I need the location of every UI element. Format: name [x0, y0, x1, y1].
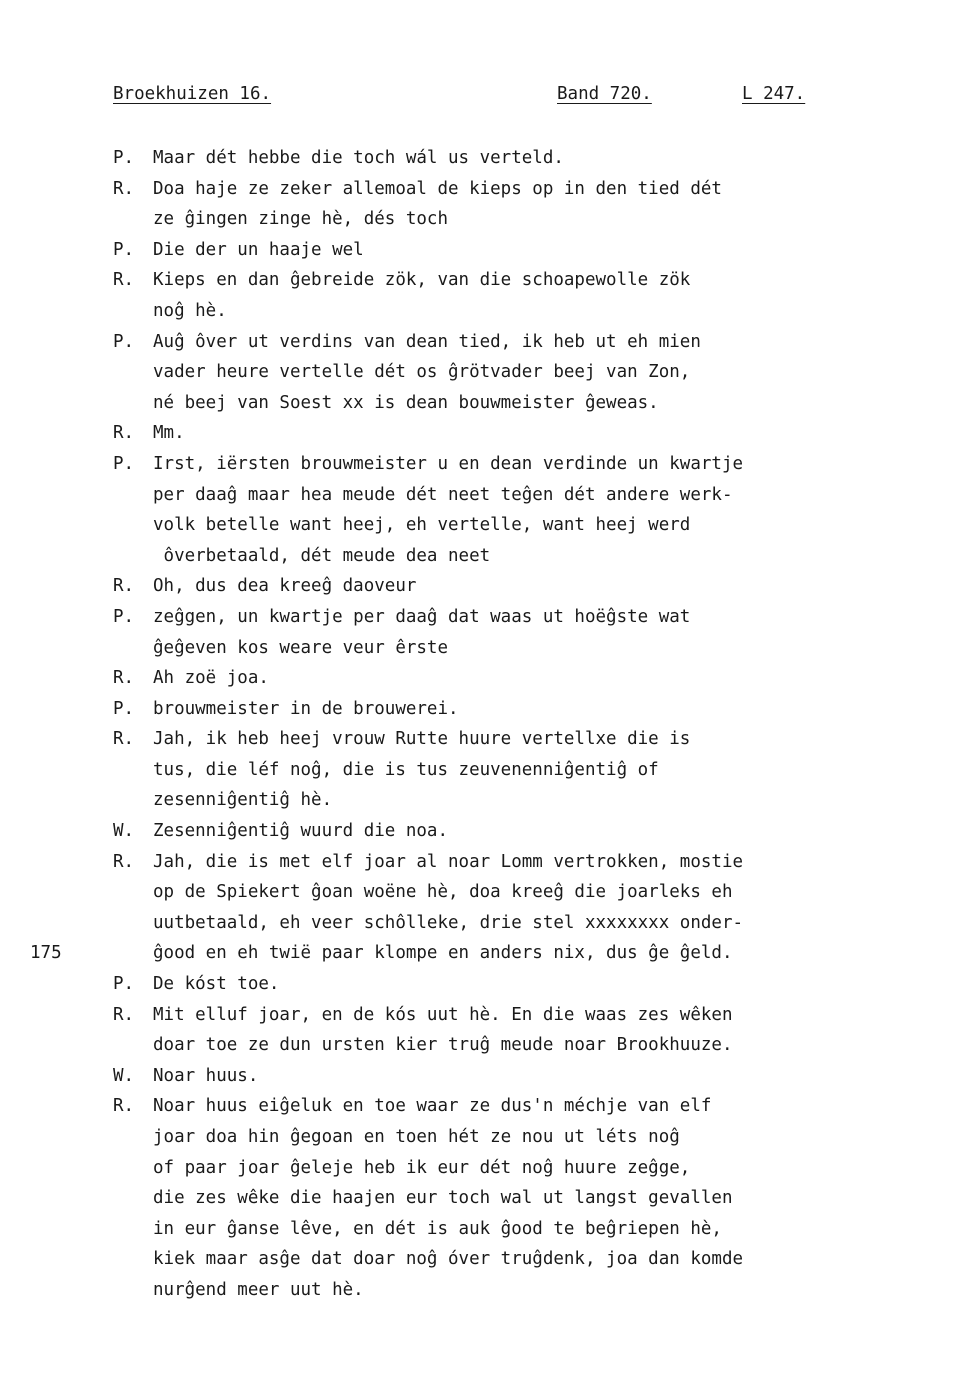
- page-header: [113, 84, 820, 110]
- dialogue-line: [113, 1275, 853, 1306]
- speaker-label: R.: [113, 576, 135, 597]
- dialogue-entry: [113, 694, 853, 725]
- dialogue-entry: [113, 1061, 853, 1092]
- dialogue-line: [113, 1183, 853, 1214]
- dialogue-line: [113, 143, 853, 174]
- dialogue-line: [113, 265, 853, 296]
- line-text: noĝ hè.: [153, 300, 227, 321]
- line-text: zeĝgen, un kwartje per daaĝ dat waas ut hoëĝste wat: [153, 606, 691, 627]
- dialogue-line: [113, 1091, 853, 1122]
- dialogue-entry: [113, 602, 853, 663]
- line-text: Oh, dus dea kreeĝ daoveur: [153, 576, 417, 597]
- dialogue-line: [113, 235, 853, 266]
- line-text: volk betelle want heej, eh vertelle, want heej werd: [153, 515, 691, 536]
- dialogue-line: [113, 633, 853, 664]
- line-text: ôverbetaald, dét meude dea neet: [153, 545, 491, 566]
- line-text: kiek maar asĝe dat doar noĝ óver truĝdenk, joa dan komde: [153, 1249, 744, 1270]
- line-text: per daaĝ maar hea meude dét neet teĝen dét andere werk-: [153, 484, 733, 505]
- speaker-label: P.: [113, 974, 135, 995]
- line-text: die zes wêke die haajen eur toch wal ut langst gevallen: [153, 1188, 733, 1209]
- line-text: Noar huus eiĝeluk en toe waar ze dus'n méchje van elf: [153, 1096, 712, 1117]
- dialogue-line: [113, 388, 853, 419]
- speaker-label: R.: [113, 1096, 135, 1117]
- dialogue-line: [113, 1122, 853, 1153]
- dialogue-line: [113, 204, 853, 235]
- line-text: brouwmeister in de brouwerei.: [153, 698, 459, 719]
- dialogue-line: [113, 969, 853, 1000]
- dialogue-line: [113, 418, 853, 449]
- line-text: Jah, ik heb heej vrouw Rutte huure vertellxe die is: [153, 729, 691, 750]
- dialogue-entry: [113, 327, 853, 419]
- dialogue-line: [113, 755, 853, 786]
- dialogue-line: [113, 847, 853, 878]
- dialogue-line: [113, 174, 853, 205]
- dialogue-line: [113, 1000, 853, 1031]
- line-text: ĝeĝeven kos weare veur êrste: [153, 637, 449, 658]
- speaker-label: R.: [113, 423, 135, 444]
- dialogue-line: [113, 816, 853, 847]
- margin-counter: 175: [30, 943, 62, 963]
- dialogue-line: [113, 602, 853, 633]
- speaker-label: P.: [113, 698, 135, 719]
- dialogue-line: [113, 449, 853, 480]
- dialogue-line: [113, 663, 853, 694]
- dialogue-entry: [113, 174, 853, 235]
- speaker-label: R.: [113, 729, 135, 750]
- speaker-label: W.: [113, 1065, 135, 1086]
- line-text: De kóst toe.: [153, 974, 280, 995]
- dialogue-line: [113, 327, 853, 358]
- header-page-ref: L 247.: [742, 84, 806, 104]
- dialogue-entry: [113, 847, 853, 969]
- dialogue-line: [113, 908, 853, 939]
- dialogue-line: [113, 1030, 853, 1061]
- speaker-label: R.: [113, 178, 135, 199]
- line-text: Zesenniĝentiĝ wuurd die noa.: [153, 821, 449, 842]
- speaker-label: P.: [113, 331, 135, 352]
- line-text: joar doa hin ĝegoan en toen hét ze nou ut léts noĝ: [153, 1127, 680, 1147]
- speaker-label: R.: [113, 851, 135, 872]
- dialogue-entry: [113, 1000, 853, 1061]
- dialogue-line: [113, 296, 853, 327]
- line-text: Ah zoë joa.: [153, 668, 269, 689]
- line-text: ze ĝingen zinge hè, dés toch: [153, 209, 449, 230]
- header-band: Band 720.: [557, 84, 652, 104]
- dialogue-line: [113, 1244, 853, 1275]
- line-text: ĝood en eh twië paar klompe en anders nix, dus ĝe ĝeld.: [153, 943, 733, 964]
- dialogue-line: [113, 1214, 853, 1245]
- dialogue-entry: [113, 143, 853, 174]
- line-text: Kieps en dan ĝebreide zök, van die schoapewolle zök: [153, 270, 691, 291]
- dialogue-entry: [113, 663, 853, 694]
- line-text: uutbetaald, eh veer schôlleke, drie stel xxxxxxxx onder-: [153, 912, 744, 933]
- line-text: Die der un haaje wel: [153, 239, 364, 260]
- dialogue-line: [113, 1153, 853, 1184]
- dialogue-line: [113, 357, 853, 388]
- dialogue-line: [113, 938, 853, 969]
- dialogue-entry: [113, 969, 853, 1000]
- dialogue-line: [113, 571, 853, 602]
- line-text: Jah, die is met elf joar al noar Lomm vertrokken, mostie: [153, 851, 744, 872]
- speaker-label: P.: [113, 239, 135, 260]
- line-text: Doa haje ze zeker allemoal de kieps op in den tied dét: [153, 178, 722, 199]
- speaker-label: P.: [113, 148, 135, 168]
- dialogue-entry: [113, 724, 853, 816]
- line-text: of paar joar ĝeleje heb ik eur dét noĝ huure zeĝge,: [153, 1157, 691, 1178]
- dialogue-line: [113, 1061, 853, 1092]
- dialogue-line: [113, 510, 853, 541]
- line-text: zesenniĝentiĝ hè.: [153, 790, 333, 811]
- line-text: vader heure vertelle dét os ĝrötvader beej van Zon,: [153, 362, 691, 383]
- line-text: Irst, iërsten brouwmeister u en dean verdinde un kwartje: [153, 453, 744, 474]
- line-text: op de Spiekert ĝoan woëne hè, doa kreeĝ die joarleks eh: [153, 882, 733, 903]
- line-text: Noar huus.: [153, 1065, 259, 1086]
- dialogue-entry: [113, 235, 853, 266]
- speaker-label: R.: [113, 668, 135, 689]
- line-text: Mit elluf joar, en de kós uut hè. En die waas zes wêken: [153, 1004, 733, 1025]
- dialogue-line: [113, 785, 853, 816]
- line-text: nurĝend meer uut hè.: [153, 1279, 364, 1300]
- line-text: tus, die léf noĝ, die is tus zeuvenenniĝentiĝ of: [153, 759, 659, 780]
- speaker-label: W.: [113, 821, 135, 842]
- dialogue-entry: [113, 449, 853, 571]
- line-text: Maar dét hebbe die toch wál us verteld.: [153, 148, 564, 168]
- speaker-label: P.: [113, 453, 135, 474]
- dialogue-line: [113, 694, 853, 725]
- dialogue-entry: [113, 265, 853, 326]
- dialogue-line: [113, 480, 853, 511]
- line-text: né beej van Soest xx is dean bouwmeister ĝeweas.: [153, 392, 659, 413]
- header-location: Broekhuizen 16.: [113, 84, 272, 104]
- speaker-label: R.: [113, 270, 135, 291]
- dialogue-line: [113, 541, 853, 572]
- line-text: Auĝ ôver ut verdins van dean tied, ik heb ut eh mien: [153, 331, 701, 352]
- dialogue-line: [113, 877, 853, 908]
- line-text: Mm.: [153, 423, 185, 444]
- line-text: in eur ĝanse lêve, en dét is auk ĝood te beĝriepen hè,: [153, 1218, 722, 1239]
- dialogue-entry: [113, 571, 853, 602]
- speaker-label: R.: [113, 1004, 135, 1025]
- dialogue-entry: [113, 1091, 853, 1305]
- dialogue-entry: [113, 816, 853, 847]
- dialogue-entry: [113, 418, 853, 449]
- transcript-body: [113, 143, 853, 1306]
- line-text: doar toe ze dun ursten kier truĝ meude noar Brookhuuze.: [153, 1035, 733, 1056]
- speaker-label: P.: [113, 606, 135, 627]
- dialogue-line: [113, 724, 853, 755]
